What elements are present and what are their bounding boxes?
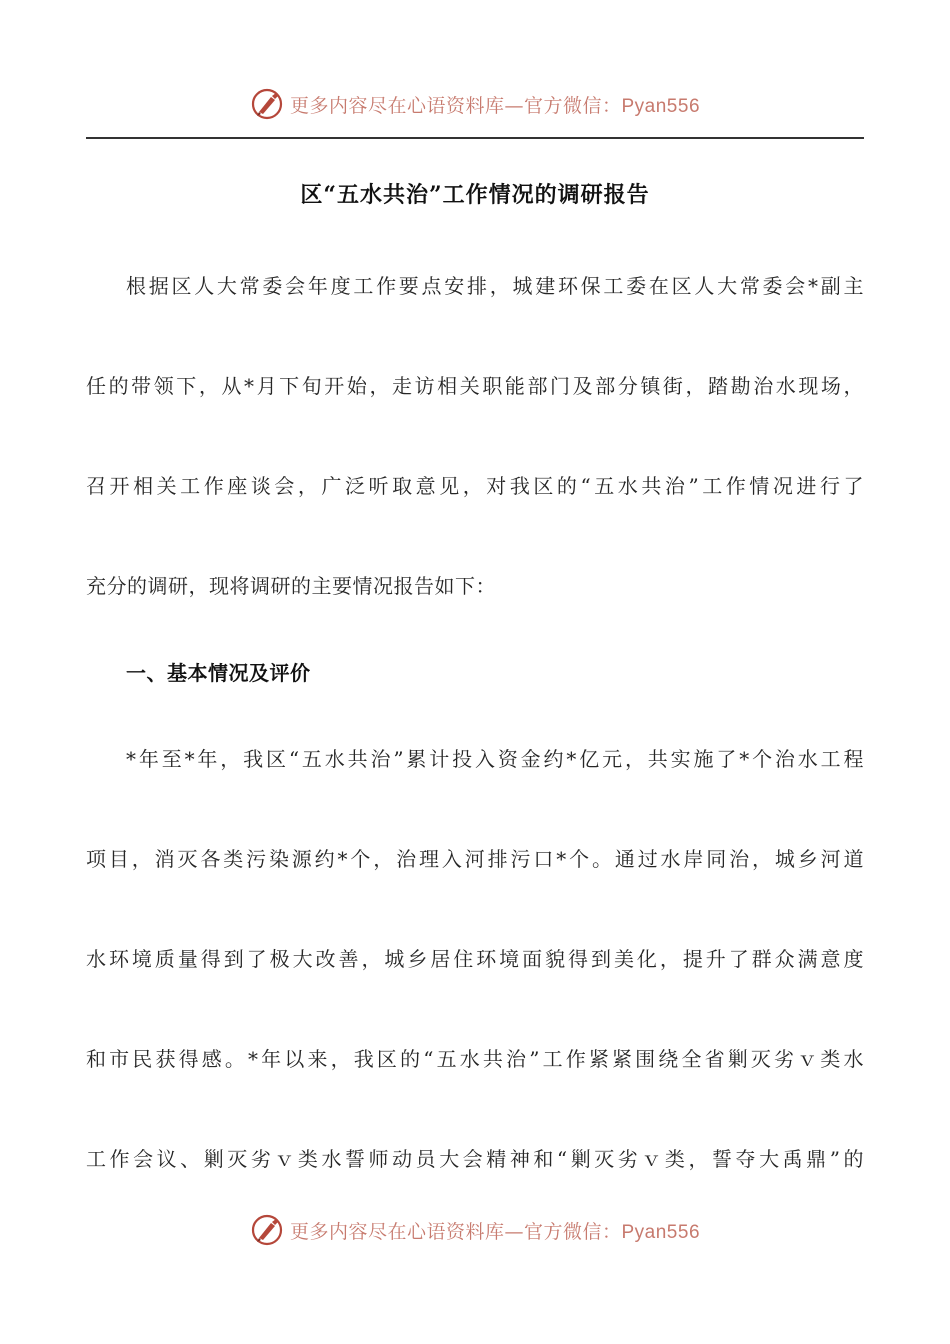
paragraph-line: 任的带领下，从*月下旬开始，走访相关职能部门及部分镇街，踏勘治水现场， (86, 374, 864, 398)
header-divider (86, 137, 864, 139)
header-banner-separator: — (504, 94, 524, 117)
header-banner-wechat-label: 官方微信： (523, 94, 622, 117)
header-banner-wechat-id: Pyan556 (621, 95, 701, 117)
section-heading: 一、基本情况及评价 (126, 661, 311, 685)
pen-nib-logo-icon (250, 1213, 284, 1247)
footer-banner-wechat-id: Pyan556 (621, 1221, 701, 1243)
document-title: 区“五水共治”工作情况的调研报告 (300, 182, 650, 208)
header-banner (0, 84, 950, 124)
paragraph-line: *年至*年，我区“五水共治”累计投入资金约*亿元，共实施了*个治水工程 (126, 747, 864, 771)
footer-banner-title: 更多内容尽在心语资料库 (289, 1220, 505, 1243)
header-banner-title: 更多内容尽在心语资料库 (289, 94, 505, 117)
footer-banner-wechat-label: 官方微信： (523, 1220, 622, 1243)
footer-banner-text (290, 1217, 700, 1244)
header-banner-text (290, 91, 700, 118)
paragraph-line: 和市民获得感。*年以来，我区的“五水共治”工作紧紧围绕全省剿灭劣ｖ类水 (86, 1047, 864, 1071)
footer-banner (0, 1210, 950, 1250)
paragraph-line: 项目，消灭各类污染源约*个，治理入河排污口*个。通过水岸同治，城乡河道 (86, 847, 864, 871)
pen-nib-logo-icon (250, 87, 284, 121)
footer-banner-separator: — (504, 1220, 524, 1243)
paragraph-line: 根据区人大常委会年度工作要点安排，城建环保工委在区人大常委会*副主 (126, 274, 864, 298)
paragraph-line: 召开相关工作座谈会，广泛听取意见，对我区的“五水共治”工作情况进行了 (86, 474, 864, 498)
paragraph-line: 充分的调研，现将调研的主要情况报告如下： (86, 574, 496, 598)
paragraph-line: 水环境质量得到了极大改善，城乡居住环境面貌得到美化，提升了群众满意度 (86, 947, 864, 971)
paragraph-line: 工作会议、剿灭劣ｖ类水誓师动员大会精神和“剿灭劣ｖ类，誓夺大禹鼎”的 (86, 1147, 864, 1171)
